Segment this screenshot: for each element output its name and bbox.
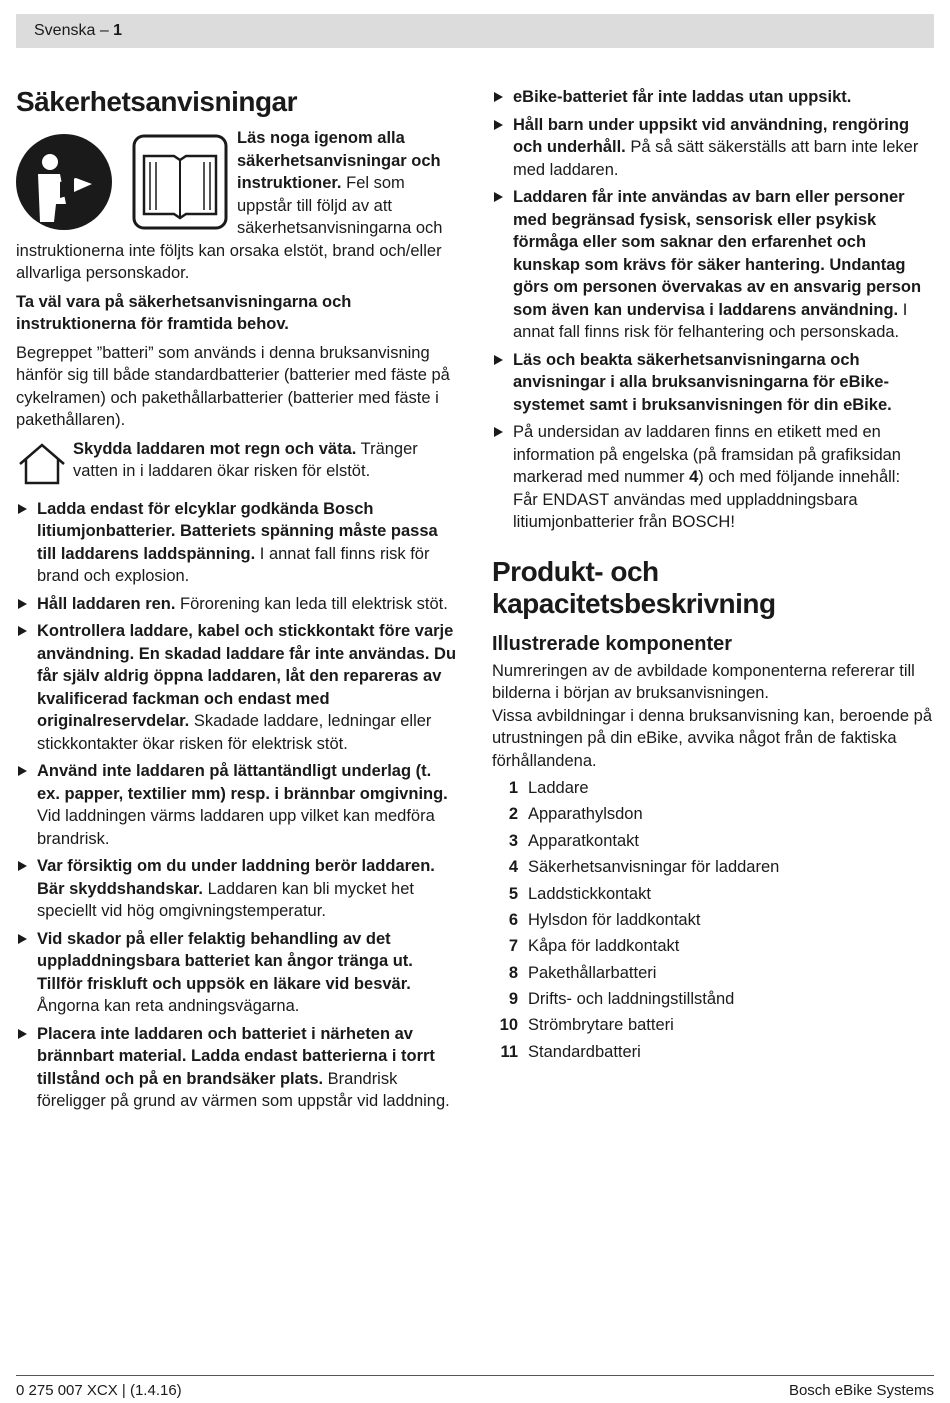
bullet-arrow-icon (18, 599, 27, 609)
house-icon (16, 442, 68, 486)
list-item: 6 Hylsdon för laddkontakt (508, 910, 701, 929)
list-item: Ladda endast för elcyklar godkända Bosch litiumjonbatterier. Batteriets spänning måste passa till laddarens laddspänning. I annat fall finns risk för brand och explosion. (16, 498, 458, 588)
right-bullet-list (492, 86, 934, 534)
list-item: 3 Apparatkontakt (508, 831, 639, 850)
bullet-arrow-icon (18, 504, 27, 514)
list-item: 9 Drifts- och laddningstillstånd (508, 990, 735, 1009)
list-item: 2 Apparathylsdon (508, 805, 643, 824)
list-item: 5 Laddstickkontakt (508, 884, 651, 903)
list-item: 4 Säkerhetsanvisningar för laddaren (508, 858, 780, 877)
label-info: På undersidan av laddaren finns en etikett med en information på engelska (på framsidan på grafiksidan markerad med nummer 4) och med följande innehåll: (513, 423, 901, 486)
company-name: Bosch eBike Systems (788, 1382, 934, 1399)
list-item: Var försiktig om du under laddning berör laddaren. Bär skyddshandskar. Laddaren kan bli mycket het speciellt vid hög omgivningstemperatur. (16, 855, 458, 923)
deviation-paragraph: Vissa avbildningar i denna bruksanvisning kan, beroende på utrustningen på din eBike, avvika något från de faktiska förhållandena. (492, 706, 932, 770)
list-item: Läs och beakta säkerhetsanvisningarna och anvisningar i alla bruksanvisningarna för eBike-systemet samt i bruksanvisningen för din eBike. (492, 349, 934, 417)
components-list (492, 775, 934, 1065)
header-language: Svenska (34, 22, 96, 39)
list-item: Placera inte laddaren och batteriet i närheten av brännbart material. Ladda endast batterierna i torrt tillstånd och på en brandsäker plats. Brandrisk föreligger på grund av värmen som uppstår vid laddning. (16, 1023, 458, 1113)
left-bullet-list (16, 498, 458, 1113)
components-subtitle: Illustrerade komponenter (492, 632, 733, 655)
list-item: Laddaren får inte användas av barn eller personer med begränsad fysisk, sensorisk eller psykisk förmåga eller som saknar den erfarenhet och kunskap som krävs för säker hantering. Undantag görs om personen övervakas av en ansvarig person som även kan undervisa i laddarens användning. I annat fall finns risk för felhantering och personskada. (492, 186, 934, 344)
page-footer (16, 1375, 934, 1399)
product-section-title: Produkt- och kapacitetsbeskrivning (492, 555, 776, 619)
bullet-arrow-icon (18, 626, 27, 636)
header-page-number: 1 (113, 22, 123, 39)
intro-text: Fel som uppstår till följd av att säkerhetsanvisningarna och instruktionerna inte följts kan orsaka elstöt, brand och/eller allvarliga personskador. (16, 174, 443, 282)
list-item: 10 Strömbrytare batteri (499, 1016, 674, 1035)
bullet-arrow-icon (18, 861, 27, 871)
list-item: 7 Kåpa för laddkontakt (508, 937, 680, 956)
label-content: Får ENDAST användas med uppladdningsbara litiumjonbatterier från BOSCH! (513, 490, 858, 531)
bullet-arrow-icon (18, 766, 27, 776)
bullet-arrow-icon (494, 355, 503, 365)
list-item: Kontrollera laddare, kabel och stickkontakt före varje användning. En skadad laddare får inte användas. Du får själv aldrig öppna laddaren, låt den repareras av kvalificerad fackman och endast med originalreservdelar. Skadade laddare, ledningar eller stickkontakter ökar risken för elektrisk stöt. (16, 620, 458, 755)
rain-warning (16, 438, 458, 483)
list-item (492, 421, 934, 534)
numbering-paragraph: Numreringen av de avbildade komponenterna refererar till bilderna i början av bruksanvisningen. (492, 661, 915, 702)
safety-title: Säkerhetsanvisningar (16, 86, 298, 117)
keep-instructions: Ta väl vara på säkerhetsanvisningarna och instruktionerna för framtida behov. (16, 292, 352, 333)
rain-text: Tränger vatten in i laddaren ökar risken för elstöt. (73, 439, 418, 480)
list-item: Använd inte laddaren på lättantändligt underlag (t. ex. papper, textilier mm) resp. i brännbar omgivning. Vid laddningen värms laddaren upp vilket kan medföra brandrisk. (16, 760, 458, 850)
list-item: 11 Standardbatteri (500, 1042, 641, 1061)
page-header (16, 14, 934, 48)
list-item: eBike-batteriet får inte laddas utan uppsikt. (492, 86, 934, 109)
bullet-arrow-icon (494, 427, 503, 437)
list-item: Vid skador på eller felaktig behandling av det uppladdningsbara batteriet kan ångor tränga ut. Tillför friskluft och uppsök en läkare vid besvär. Ångorna kan reta andningsvägarna. (16, 928, 458, 1018)
list-item: Håll laddaren ren. Förorening kan leda till elektrisk stöt. (16, 593, 458, 616)
bullet-arrow-icon (494, 120, 503, 130)
intro-bold: Läs noga igenom alla säkerhetsanvisningar och instruktioner. (237, 129, 441, 192)
bullet-arrow-icon (18, 1029, 27, 1039)
list-item: Håll barn under uppsikt vid användning, rengöring och underhåll. På så sätt säkerställs att barn inte leker med laddaren. (492, 114, 934, 182)
header-separator: – (95, 22, 114, 39)
bullet-arrow-icon (494, 92, 503, 102)
doc-number: 0 275 007 XCX | (1.4.16) (16, 1382, 182, 1399)
bullet-arrow-icon (494, 192, 503, 202)
rain-bold: Skydda laddaren mot regn och väta. (73, 439, 357, 458)
bullet-arrow-icon (18, 934, 27, 944)
battery-term-paragraph: Begreppet ”batteri” som används i denna bruksanvisning hänför sig till både standardbatterier (batterier med fäste på cykelramen) och pakethållarbatterier (batterier med fäste i pakethållaren). (16, 343, 450, 429)
list-item: 1 Laddare (508, 778, 589, 797)
list-item: 8 Pakethållarbatteri (508, 963, 657, 982)
